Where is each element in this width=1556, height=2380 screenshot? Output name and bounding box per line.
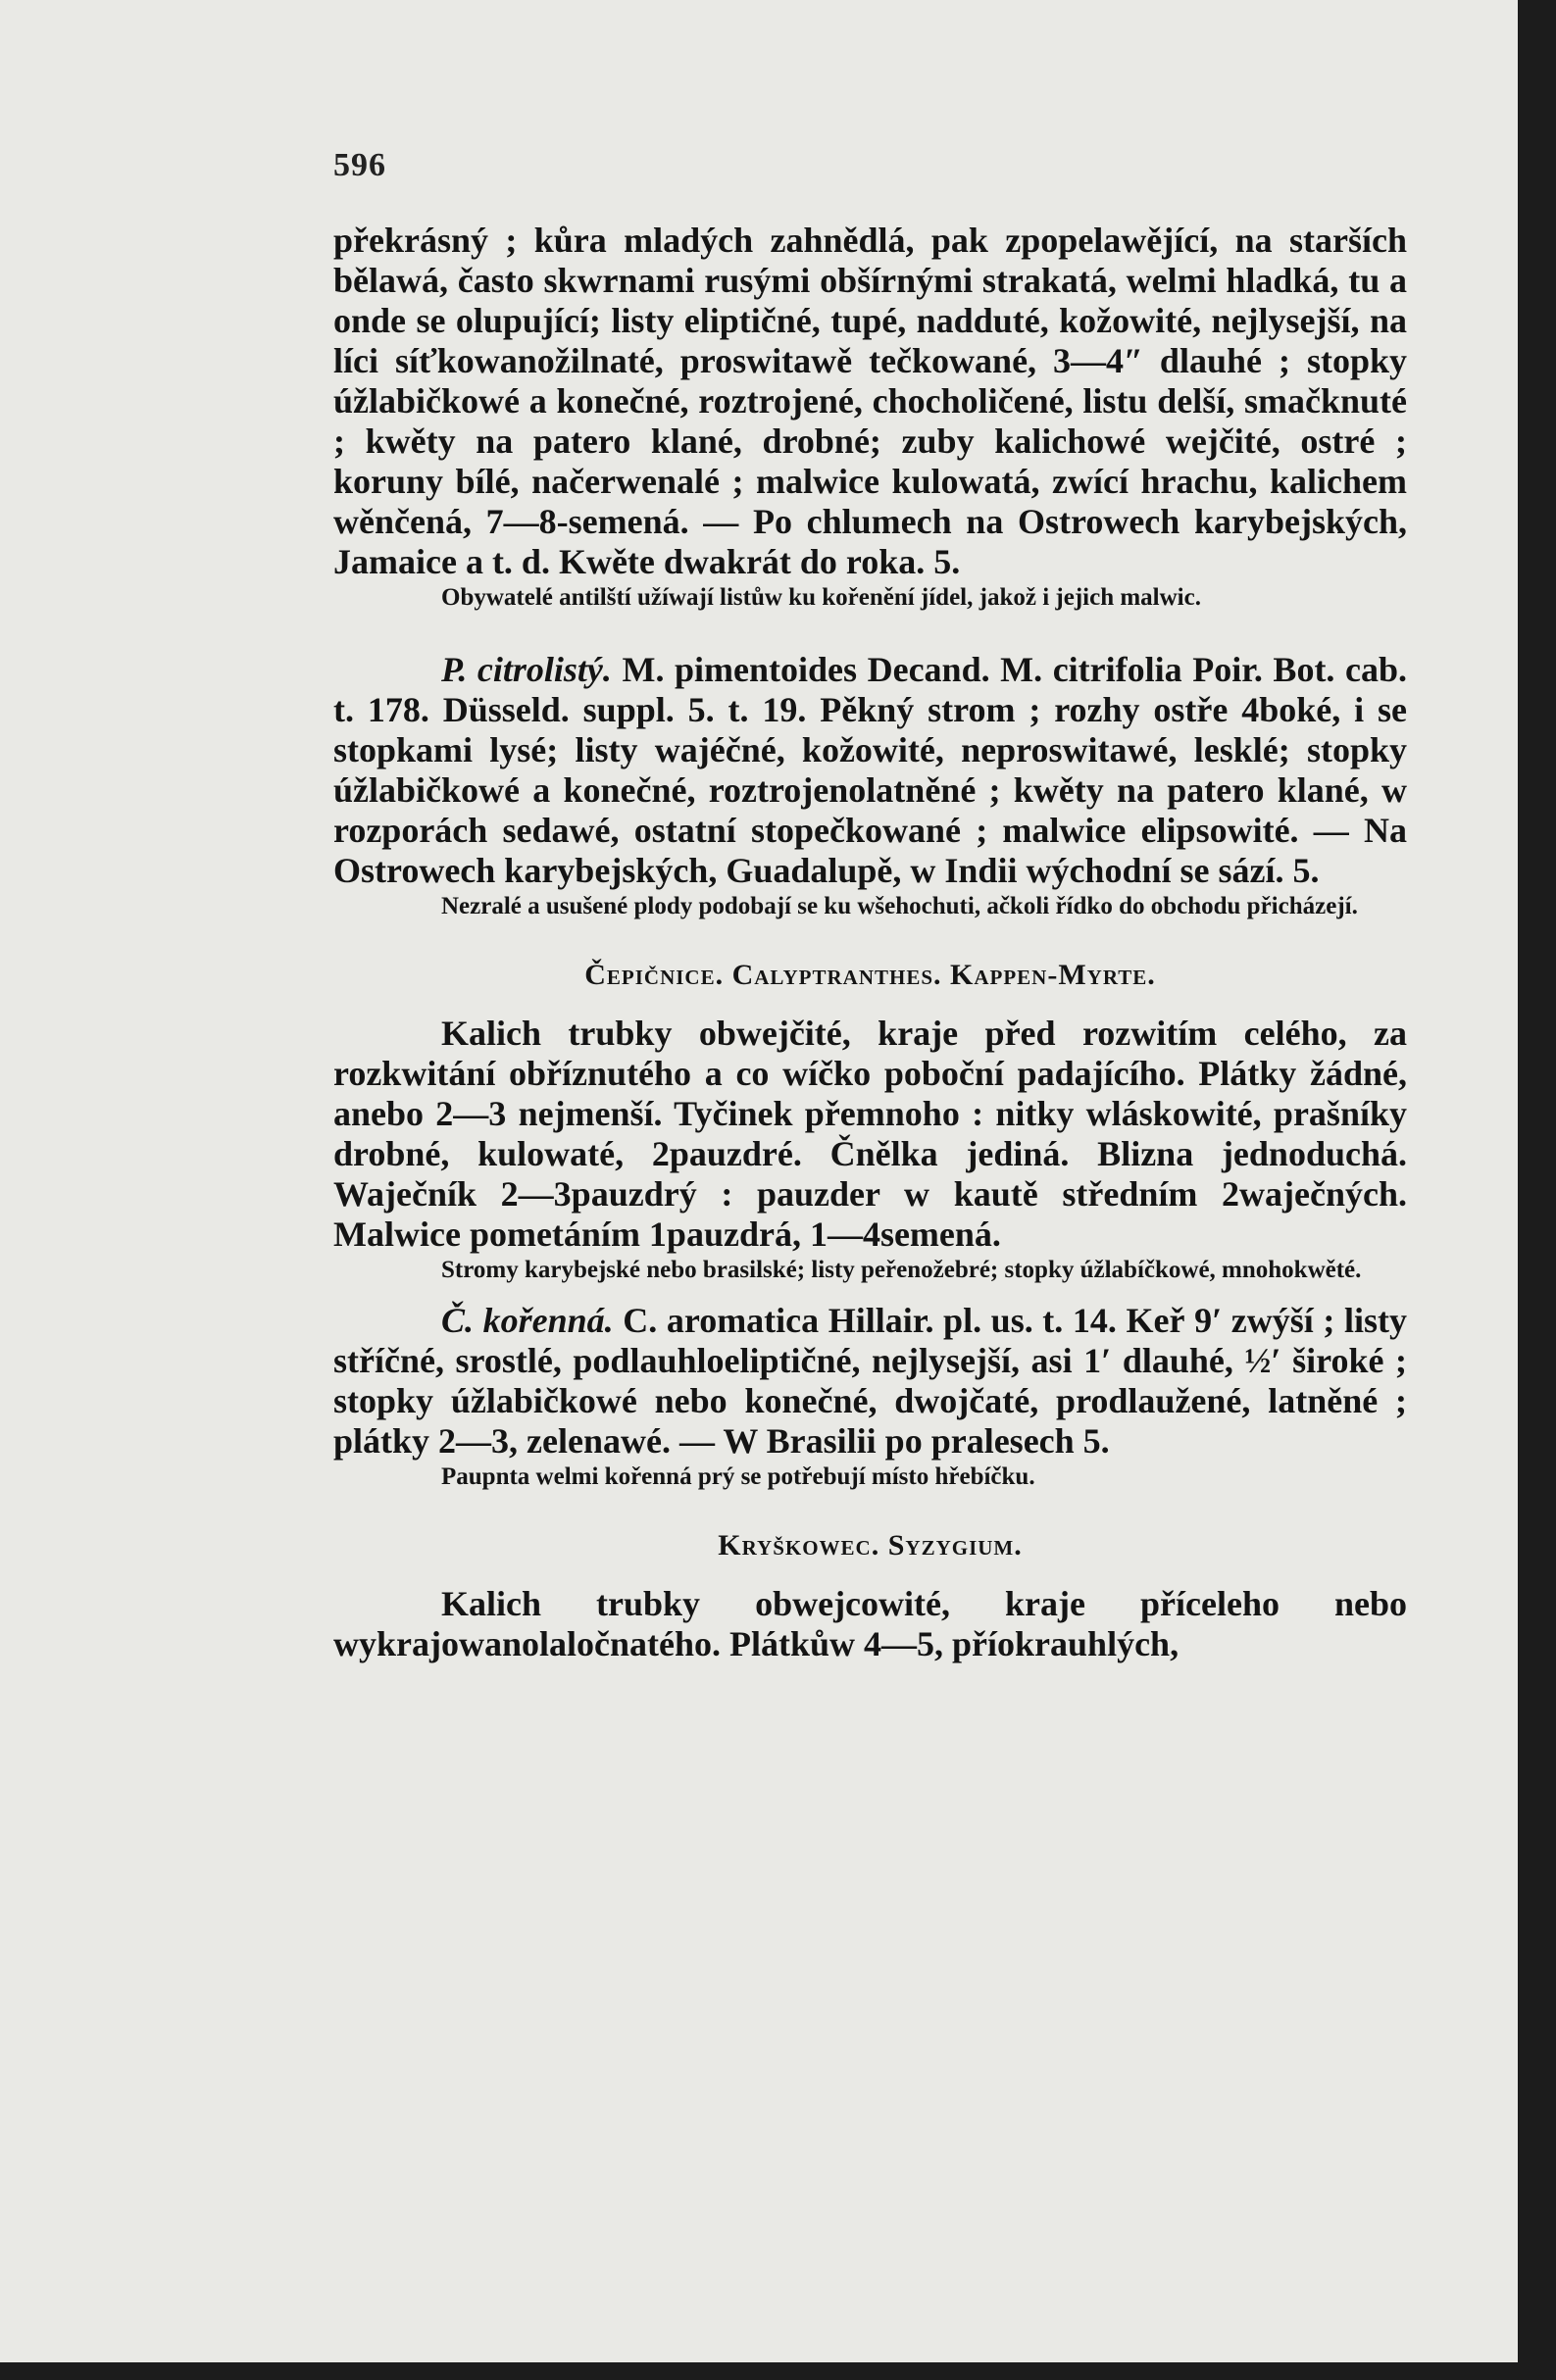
paragraph-calyptranthes-aromatica [333,1301,1407,1462]
page-body [333,221,1407,1664]
spacer [333,921,1407,959]
footnote-pimenta-use: Obywatelé antilští užíwají listůw ku kořenění jídel, jakož i jejich malwic. [441,584,1201,611]
species-description-citrolisty: M. pimentoides Decand. M. citrifolia Poir. Bot. cab. t. 178. Düsseld. suppl. 5. t. 19. Pěkný strom ; rozhy ostře 4boké, i se stopkami lysé; listy wajéčné, kožowité, neproswitawé, lesklé; stopky úžlabičkowé a konečné, roztrojenolatněné ; kwěty na patero klané, w rozporách sedawé, ostatní stopečkowané ; malwice elipsowité. — Na Ostrowech karybejských, Guadalupě, w Indii wýchodní se sází. 5. [333,650,1407,890]
footnote-korenna-use: Paupnta welmi kořenná prý se potřebují místo hřebíčku. [441,1463,1035,1490]
spacer [333,1492,1407,1529]
footnote-calyptranthes-range: Stromy karybejské nebo brasilské; listy peřenožebré; stopky úžlabíčkowé, mnohokwěté. [441,1257,1362,1283]
paragraph-syzygium-description: Kalich trubky obwejcowité, kraje příceleho nebo wykrajowanolaločnatého. Plátkůw 4—5, příokrauhlých, [333,1584,1407,1663]
footnote-citrolisty-use: Nezralé a usušené plody podobají se ku wšehochuti, ačkoli řídko do obchodu přicházejí. [441,893,1358,919]
species-label-citrolisty: P. citrolistý. [441,650,612,689]
page-number: 596 [333,147,386,183]
paragraph-pimenta-citrifolia [333,650,1407,891]
genus-heading-syzygium: Kryškowec. Syzygium. [718,1529,1023,1562]
spacer [333,613,1407,650]
genus-heading-calyptranthes: Čepičnice. Calyptranthes. Kappen-Myrte. [584,959,1156,991]
paragraph-pimenta-description: překrásný ; kůra mladých zahnědlá, pak zpopelawějící, na starších bělawá, často skwrnami rusými obšírnými strakatá, welmi hladká, tu a onde se olupující; listy eliptičné, tupé, nadduté, kožowité, nejlysejší, na líci síťkowanožilnaté, proswitawě tečkowané, 3—4″ dlauhé ; stopky úžlabičkowé a konečné, roztrojené, chocholičené, listu delší, smačknuté ; kwěty na patero klané, drobné; zuby kalichowé wejčité, ostré ; koruny bílé, načerwenalé ; malwice kulowatá, zwící hrachu, kalichem wěnčená, 7—8-semená. — Po chlumech na Ostrowech karybejských, Jamaice a t. d. Kwěte dwakrát do roka. 5. [333,221,1407,581]
spacer [333,992,1407,1014]
spacer [333,1285,1407,1301]
scan-border [1518,0,1556,2380]
spacer [333,1562,1407,1584]
paragraph-calyptranthes-description: Kalich trubky obwejčité, kraje před rozwitím celého, za rozkwitání obříznutého a co wíčko poboční padajícího. Plátky žádné, anebo 2—3 nejmenší. Tyčinek přemnoho : nitky wláskowité, prašníky drobné, kulowaté, 2pauzdré. Čnělka jediná. Blizna jednoduchá. Waječník 2—3pauzdrý : pauzder w kautě středním 2waječných. Malwice pometáním 1pauzdrá, 1—4semená. [333,1014,1407,1254]
species-description-korenna: C. aromatica Hillair. pl. us. t. 14. Keř 9′ zwýší ; listy stříčné, srostlé, podlauhloeliptičné, nejlysejší, asi 1′ dlauhé, ½′ široké ; stopky úžlabičkowé nebo konečné, dwojčaté, prodlaužené, latněné ; plátky 2—3, zelenawé. — W Brasilii po pralesech 5. [333,1301,1407,1461]
species-label-korenna: Č. kořenná. [441,1301,614,1340]
